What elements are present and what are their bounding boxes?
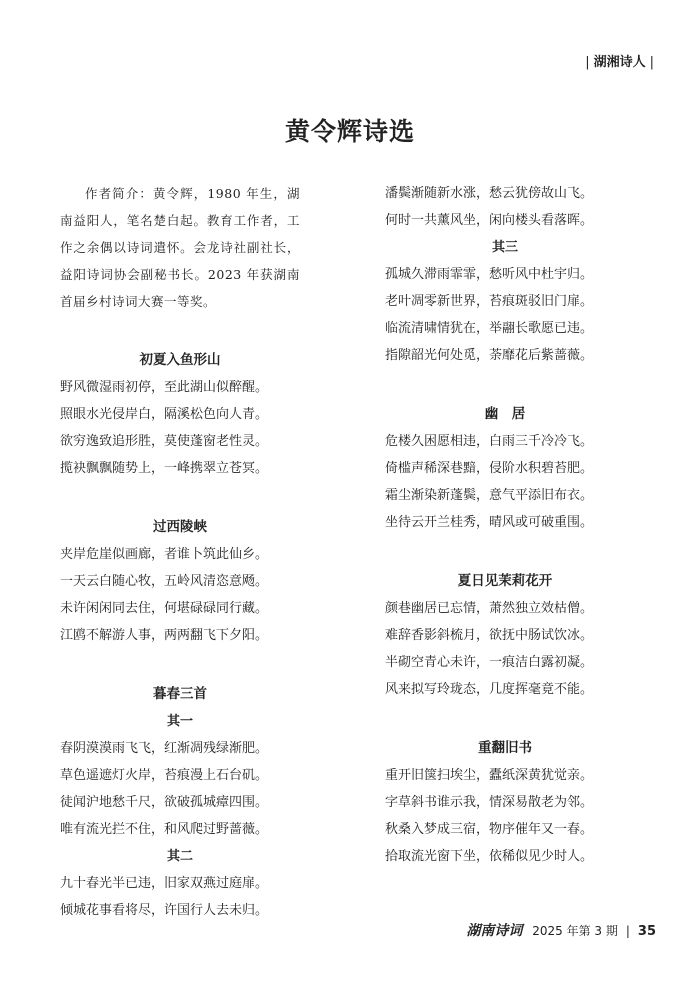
poem-5	[385, 568, 625, 703]
poem-line: 揽袂飘飘随势上，一峰携翠立苍冥。	[60, 461, 269, 476]
poem-line: 拾取流光窗下坐，依稀似见少时人。	[385, 849, 594, 864]
poem-line: 徒闻沪地愁千尺，欲破孤城瘴四围。	[60, 795, 269, 810]
poem-line: 倚槛声稀深巷黯，侵阶水积碧苔肥。	[385, 461, 594, 476]
poem-line: 欲穷逸致追形胜，莫使蓬窗老性灵。	[60, 434, 269, 449]
poem-line: 倾城花事看将尽，许国行人去未归。	[60, 903, 269, 918]
poem-line: 指隙韶光何处觅，荼靡花后紫蔷薇。	[385, 348, 594, 363]
poem-line: 临流清啸情犹在，举翮长歌愿已违。	[385, 321, 594, 336]
poem-line: 春阴漠漠雨飞飞，红渐凋残绿渐肥。	[60, 741, 269, 756]
right-column	[385, 180, 625, 870]
poem-subtitle: 其二	[166, 849, 193, 864]
poem-line: 危楼久困愿相违，白雨三千冷冷飞。	[385, 434, 594, 449]
author-bio: 作者简介：黄令辉，1980 年生，湖南益阳人，笔名楚白起。教育工作者，工作之余偶以诗词遣怀。会龙诗社副社长，益阳诗词协会副秘书长。2023 年获湖南首届乡村诗词大赛一等奖。	[60, 186, 300, 309]
poem-line: 半砌空青心未许，一痕洁白露初凝。	[385, 655, 594, 670]
poem-line: 秋桑入梦成三宿，物序催年又一春。	[385, 822, 594, 837]
poem-line: 唯有流光拦不住，和风爬过野蔷薇。	[60, 822, 269, 837]
poem-line: 未许闲闲同去住，何堪碌碌同行藏。	[60, 601, 269, 616]
magazine-logo: 湖南诗词	[466, 923, 523, 939]
poem-line: 照眼水光侵岸白，隔溪松色向人青。	[60, 407, 269, 422]
poem-line: 颜巷幽居已忘情，萧然独立效枯僧。	[385, 601, 594, 616]
poem-line: 字草斜书谁示我，情深易散老为邻。	[385, 795, 594, 810]
poem-line: 野风微湿雨初停，至此湖山似醉醒。	[60, 380, 269, 395]
poem-title: 初夏入鱼形山	[139, 352, 221, 368]
page-title: 黄令辉诗选	[284, 117, 415, 146]
poem-line: 一天云白随心牧，五岭风清恣意飏。	[60, 574, 269, 589]
poem-subtitle: 其三	[491, 240, 518, 255]
poem-line: 重开旧箧扫埃尘，蠹纸深黄犹觉亲。	[385, 768, 594, 783]
poem-line: 夹岸危崖似画廊，者谁卜筑此仙乡。	[60, 547, 269, 562]
poem-4	[385, 401, 625, 536]
poem-line: 难辞香影斜梳月，欲抚中肠试饮冰。	[385, 628, 594, 643]
poem-line: 何时一共薰风坐，闲向楼头看落晖。	[385, 213, 594, 228]
poem-line: 霜尘渐染新蓬鬓，意气平添旧布衣。	[385, 488, 594, 503]
poem-line: 草色遥遮灯火岸，苔痕漫上石台矶。	[60, 768, 269, 783]
poem-line: 坐待云开兰桂秀，晴风或可破重围。	[385, 515, 594, 530]
poem-title: 过西陵峡	[153, 519, 207, 535]
page-footer: 湖南诗词 2025 年第 3 期 | 35	[466, 923, 656, 939]
section-label: 湖湘诗人	[593, 55, 646, 70]
poem-line: 风来拟写玲珑态，几度挥毫竟不能。	[385, 682, 594, 697]
poem-title: 幽 居	[484, 406, 526, 422]
poem-title: 重翻旧书	[478, 740, 532, 756]
poem-line: 孤城久滞雨霏霏，愁听风中杜宇归。	[385, 267, 594, 282]
poem-line: 老叶凋零新世界，苔痕斑驳旧门扉。	[385, 294, 594, 309]
poem-line: 九十春光半已违，旧家双燕过庭扉。	[60, 876, 269, 891]
poem-2	[60, 514, 300, 649]
poem-title: 夏日见茉莉花开	[457, 573, 553, 589]
poem-line: 江鸥不解游人事，两两翻飞下夕阳。	[60, 628, 269, 643]
section-tag: | 湖湘诗人 |	[585, 55, 654, 70]
issue-label: 2025 年第 3 期	[532, 924, 618, 938]
poem-title: 暮春三首	[153, 686, 207, 702]
left-column	[60, 180, 300, 924]
poem-1	[60, 347, 300, 482]
poem-subtitle: 其一	[166, 714, 193, 729]
poem-3	[60, 681, 300, 924]
poem-line: 潘鬓渐随新水涨，愁云犹傍故山飞。	[385, 186, 594, 201]
page-number: 35	[637, 924, 656, 939]
poem-6	[385, 735, 625, 870]
